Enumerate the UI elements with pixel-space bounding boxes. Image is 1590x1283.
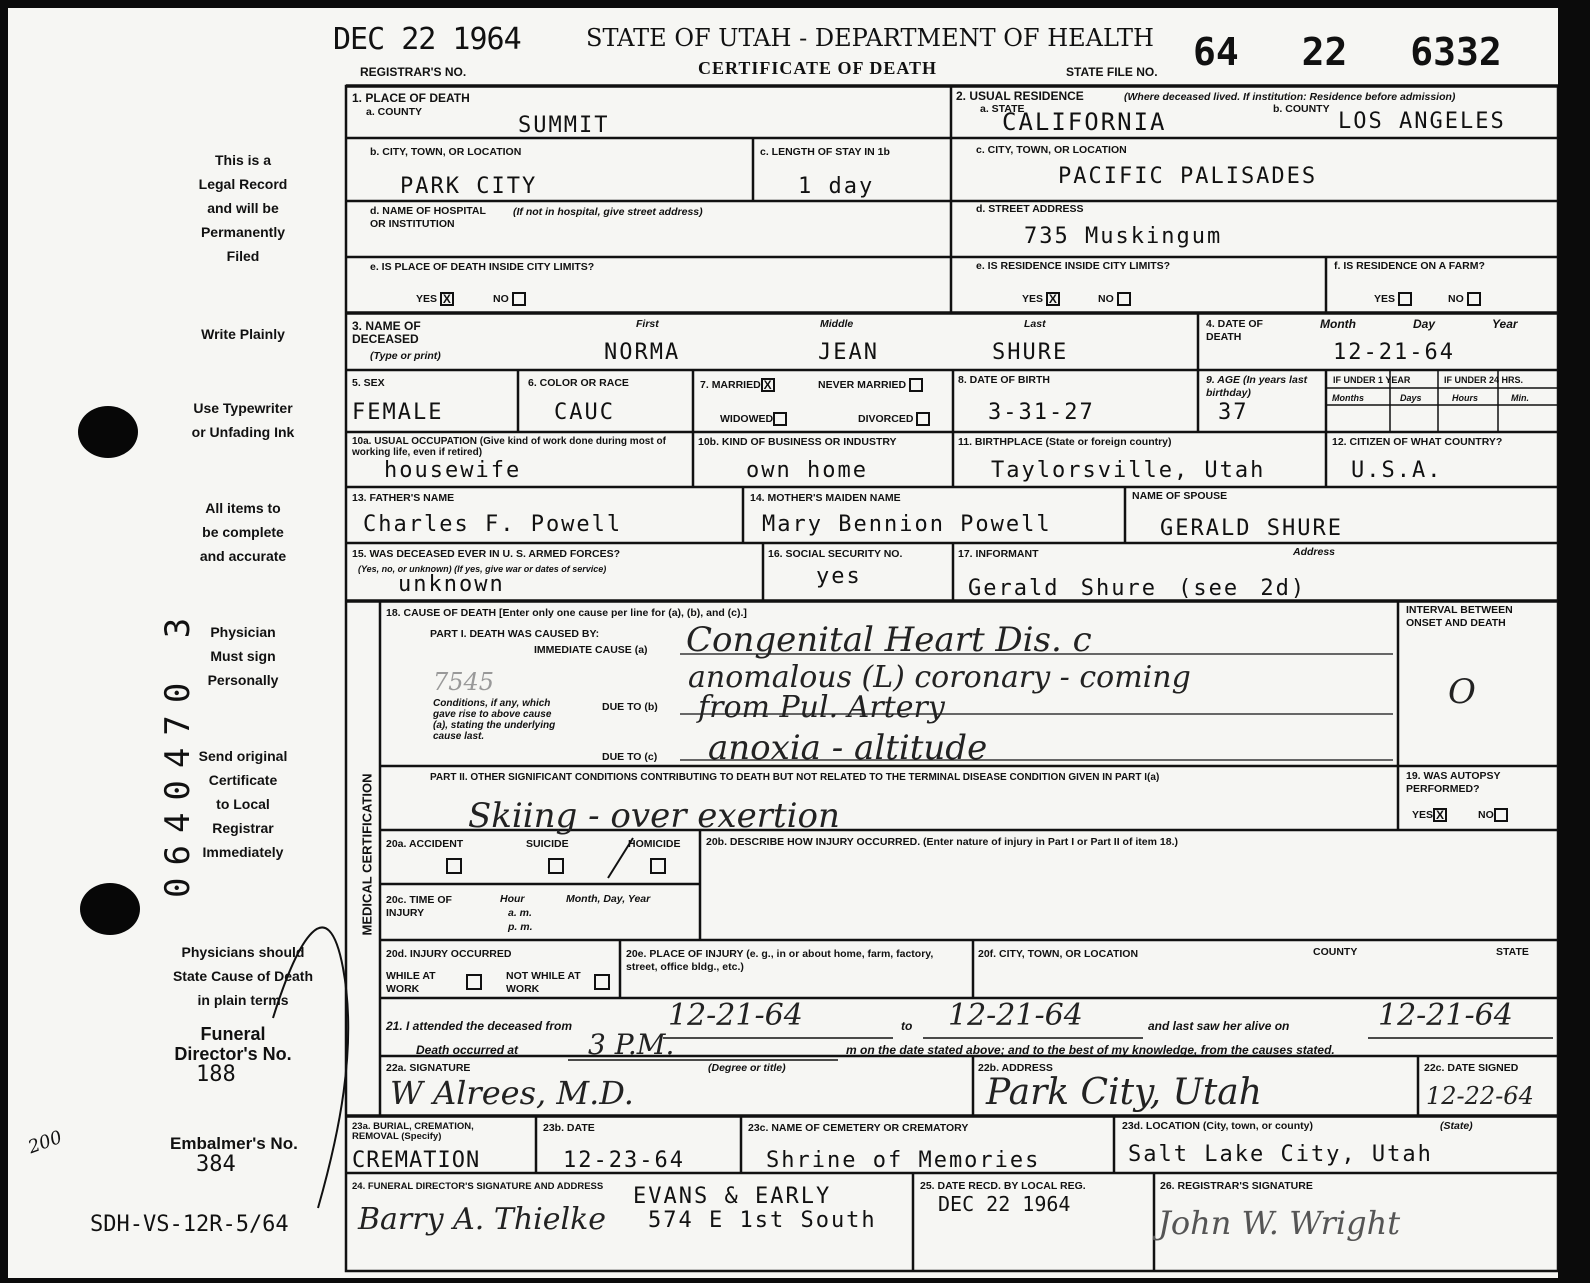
hand-occurred-at: 3 P.M. [588,1028,675,1061]
label-dob: 8. DATE OF BIRTH [958,374,1050,386]
embalmer-label: Embalmer's No. [170,1134,298,1153]
label-sex: 5. SEX [352,377,385,389]
label-date-23b: 23b. DATE [543,1122,595,1134]
value-mother: Mary Bennion Powell [762,512,1052,537]
label-conditions: Conditions, if any, which gave rise to above cause (a), stating the underlying cause last. [433,698,556,742]
label-accident: 20a. ACCIDENT [386,838,464,850]
sidebar-write-plainly: Write Plainly [201,326,285,342]
hand-part2: Skiing - over exertion [468,796,840,836]
label-state-23: (State) [1440,1120,1473,1132]
value-last: SHURE [992,340,1069,365]
hand-funeral-signature: Barry A. Thielke [358,1202,607,1237]
hand-attended-to: 12-21-64 [948,998,1083,1033]
label-race: 6. COLOR OR RACE [528,377,629,389]
sidebar-physician-sign: Physician Must sign Personally [207,624,279,688]
hand-signature: W Alrees, M.D. [390,1074,634,1112]
label-type-print: (Type or print) [370,350,441,362]
marital-never[interactable]: NEVER MARRIED [818,378,923,392]
hand-attended-from: 12-21-64 [668,998,803,1033]
place-inside-no-checkbox[interactable] [512,292,526,306]
hand-cause-a2: anomalous (L) coronary - coming [688,660,1191,695]
autopsy-no[interactable]: NO [1478,808,1508,822]
res-inside-yes[interactable]: YES X [1022,292,1060,306]
label-injury-city: 20f. CITY, TOWN, OR LOCATION [978,948,1139,960]
label-spouse: NAME OF SPOUSE [1132,490,1228,502]
hand-code: 7545 [433,668,495,696]
label-degree: (Degree or title) [708,1062,786,1074]
value-date-recd: DEC 22 1964 [938,1192,1071,1216]
label-citizen: 12. CITIZEN OF WHAT COUNTRY? [1332,436,1503,448]
widowed-checkbox[interactable] [773,412,787,426]
label-under-1yr: IF UNDER 1 YEAR [1333,375,1411,385]
label-am: a. m. [508,907,532,919]
form-agency: STATE OF UTAH - DEPARTMENT OF HEALTH [586,24,1154,52]
hand-last-saw: 12-21-64 [1378,998,1513,1033]
label-days: Days [1400,393,1422,403]
label-mdy: Month, Day, Year [566,893,651,905]
married-checkbox[interactable]: X [761,378,775,392]
label-suicide: SUICIDE [526,838,569,850]
farm-no[interactable]: NO [1448,292,1481,306]
farm-yes-checkbox[interactable] [1398,292,1412,306]
label-date-signed: 22c. DATE SIGNED [1424,1062,1519,1074]
label-time-injury: 20c. TIME OF INJURY [386,894,452,919]
value-city: PARK CITY [400,174,538,199]
label-due-c: DUE TO (c) [602,751,658,763]
label-place-of-death: 1. PLACE OF DEATH [352,91,470,105]
label-county-a: a. COUNTY [366,106,423,118]
label-registrar-sig: 26. REGISTRAR'S SIGNATURE [1160,1180,1313,1192]
label-middle: Middle [820,318,854,330]
label-county-b: b. COUNTY [1273,103,1330,115]
accident-checkbox[interactable] [446,858,462,874]
value-sex: FEMALE [352,400,444,425]
label-hours: Hours [1452,393,1479,403]
value-burial-date: 12-23-64 [563,1148,685,1173]
value-informant: Gerald Shure (see 2d) [968,576,1307,601]
hand-interval: O [1448,672,1476,712]
label-occupation: 10a. USUAL OCCUPATION (Give kind of work done during most of working life, even if retired) [352,436,666,458]
label-injury-county: COUNTY [1313,946,1358,958]
label-street-d: d. STREET ADDRESS [976,203,1084,215]
label-part1: PART I. DEATH WAS CAUSED BY: [430,628,600,640]
value-cemetery: Shrine of Memories [766,1148,1041,1173]
value-res-city: PACIFIC PALISADES [1058,164,1318,189]
embalmer-no: 384 [196,1152,236,1177]
label-date-death: 4. DATE OF DEATH [1206,318,1263,343]
label-inside-e: e. IS PLACE OF DEATH INSIDE CITY LIMITS? [370,261,595,273]
punch-hole-bottom [80,883,140,935]
hand-cause-b: from Pul. Artery [698,690,945,725]
label-part2: PART II. OTHER SIGNIFICANT CONDITIONS CONTRIBUTING TO DEATH BUT NOT RELATED TO THE TERMINAL DISEASE CONDITION GIVEN IN PART I(a) [430,772,1160,783]
label-birthplace: 11. BIRTHPLACE (State or foreign country) [958,436,1172,448]
label-informant: 17. INFORMANT [958,548,1039,560]
hand-cause-c: anoxia - altitude [708,728,988,768]
value-dob: 3-31-27 [988,400,1095,425]
label-cemetery: 23c. NAME OF CEMETERY OR CREMATORY [748,1122,969,1134]
value-res-state: CALIFORNIA [1002,108,1167,136]
value-middle: JEAN [818,340,879,365]
while-work-checkbox[interactable] [466,974,482,990]
form-code: SDH-VS-12R-5/64 [90,1212,289,1237]
marital-married[interactable]: 7. MARRIED X [700,378,775,392]
value-armed: unknown [398,572,505,597]
label-pm: p. m. [508,921,533,933]
label-funeral-director: 24. FUNERAL DIRECTOR'S SIGNATURE AND ADDRESS [352,1181,604,1192]
label-ssn: 16. SOCIAL SECURITY NO. [768,548,903,560]
autopsy-yes[interactable]: YES X [1412,808,1447,822]
label-address-22b: 22b. ADDRESS [978,1062,1053,1074]
place-inside-yes-checkbox[interactable]: X [440,292,454,306]
label-business: 10b. KIND OF BUSINESS OR INDUSTRY [698,436,897,448]
label-homicide: HOMICIDE [628,838,681,850]
label-medical-certification: MEDICAL CERTIFICATION [359,773,375,936]
value-race: CAUC [554,400,615,425]
label-farm-f: f. IS RESIDENCE ON A FARM? [1334,260,1485,272]
value-stay: 1 day [798,174,875,199]
certificate-sheet [8,8,1558,1278]
label-hospital-note: (If not in hospital, give street address) [513,206,703,218]
autopsy-no-checkbox[interactable] [1494,808,1508,822]
label-signature: 22a. SIGNATURE [386,1062,471,1074]
label-hour: Hour [500,893,525,905]
label-location-23d: 23d. LOCATION (City, town, or county) [1122,1120,1313,1132]
label-on-date: m on the date stated above; and to the best of my knowledge, from the causes stated. [846,1043,1335,1057]
divorced-checkbox[interactable] [916,412,930,426]
sidebar-typewriter: Use Typewriter or Unfading Ink [191,400,295,440]
registrar-date: DEC 22 1964 [333,22,521,57]
label-occurred-at: Death occurred at [416,1043,519,1057]
label-mother: 14. MOTHER'S MAIDEN NAME [750,492,901,504]
funeral-director-no: 188 [196,1062,236,1087]
margin-number: 200 [25,1126,65,1159]
label-year: Year [1492,317,1518,331]
serial-number: 0640470 3 [158,605,198,898]
state-file-no: 64 22 6332 [1193,30,1502,74]
label-stay-c: c. LENGTH OF STAY IN 1b [760,146,890,158]
registrar-no-label: REGISTRAR'S NO. [360,65,467,79]
value-county: SUMMIT [518,113,610,138]
suicide-checkbox[interactable] [548,858,564,874]
label-usual-residence-note: (Where deceased lived. If institution: Residence before admission) [1124,91,1456,103]
label-attended: 21. I attended the deceased from [386,1019,573,1033]
value-business: own home [746,458,868,483]
homicide-checkbox[interactable] [650,858,666,874]
place-inside-no[interactable]: NO [493,292,526,306]
funeral-director-label: Funeral Director's No. [174,1024,292,1064]
label-not-while-work: NOT WHILE AT WORK [506,970,581,995]
label-state-a: a. STATE [980,103,1025,115]
label-last-saw: and last saw her alive on [1148,1019,1290,1033]
sidebar-send-original: Send original Certificate to Local Registrar Immediately [198,748,288,860]
punch-hole-top [78,406,138,458]
label-while-work: WHILE AT WORK [386,970,436,995]
label-month: Month [1320,317,1356,331]
hand-cause-a: Congenital Heart Dis. c [686,620,1092,660]
sidebar-legal: This is a Legal Record and will be Permanently Filed [198,152,288,264]
value-occupation: housewife [384,458,522,483]
label-res-city-c: c. CITY, TOWN, OR LOCATION [976,144,1127,156]
marital-widowed[interactable]: WIDOWED [720,412,787,426]
farm-no-checkbox[interactable] [1467,292,1481,306]
hand-address: Park City, Utah [986,1072,1262,1113]
value-first: NORMA [604,340,681,365]
form-title: CERTIFICATE OF DEATH [698,58,938,78]
sidebar-complete: All items to be complete and accurate [199,500,287,564]
label-injury-occurred: 20d. INJURY OCCURRED [386,948,512,960]
hand-registrar-signature: John W. Wright [1158,1204,1401,1242]
label-due-b: DUE TO (b) [602,701,658,713]
label-injury-state: STATE [1496,946,1529,958]
label-autopsy: 19. WAS AUTOPSY PERFORMED? [1406,770,1501,795]
label-res-inside-e: e. IS RESIDENCE INSIDE CITY LIMITS? [976,260,1171,272]
label-burial: 23a. BURIAL, CREMATION, REMOVAL (Specify) [352,1121,474,1142]
value-spouse: GERALD SHURE [1160,516,1343,541]
hand-date-signed: 12-22-64 [1426,1082,1534,1110]
label-date-recd: 25. DATE RECD. BY LOCAL REG. [920,1180,1086,1192]
value-street: 735 Muskingum [1024,224,1223,249]
label-age: 9. AGE (In years last birthday) [1206,374,1308,399]
value-burial: CREMATION [352,1148,481,1173]
label-armed: 15. WAS DECEASED EVER IN U. S. ARMED FORCES? [352,548,620,560]
marital-divorced[interactable]: DIVORCED [858,412,930,426]
value-birthplace: Taylorsville, Utah [991,458,1266,483]
label-first: First [636,318,659,330]
label-name-deceased: 3. NAME OF DECEASED [352,319,421,346]
label-hospital-d: d. NAME OF HOSPITAL OR INSTITUTION [370,205,486,230]
res-inside-no[interactable]: NO [1098,292,1131,306]
value-funeral-home: EVANS & EARLY [633,1184,832,1209]
label-under-24: IF UNDER 24 HRS. [1444,375,1524,385]
not-while-work-checkbox[interactable] [594,974,610,990]
label-address: Address [1293,546,1336,558]
label-interval: INTERVAL BETWEEN ONSET AND DEATH [1406,604,1513,629]
label-city-b: b. CITY, TOWN, OR LOCATION [370,146,522,158]
res-inside-yes-checkbox[interactable]: X [1046,292,1060,306]
value-ssn: yes [816,564,862,589]
label-months: Months [1332,393,1364,403]
value-funeral-address: 574 E 1st South [648,1208,877,1233]
state-file-no-label: STATE FILE NO. [1066,65,1158,79]
label-last: Last [1024,318,1046,330]
label-usual-residence: 2. USUAL RESIDENCE [956,89,1084,103]
label-min: Min. [1511,393,1529,403]
label-describe: 20b. DESCRIBE HOW INJURY OCCURRED. (Enter nature of injury in Part I or Part II of item 18.) [706,836,1178,848]
autopsy-yes-checkbox[interactable]: X [1433,808,1447,822]
label-father: 13. FATHER'S NAME [352,492,455,504]
value-location: Salt Lake City, Utah [1128,1142,1433,1167]
value-citizen: U.S.A. [1351,458,1443,483]
label-armed-note: (Yes, no, or unknown) (If yes, give war or dates of service) [358,564,607,574]
sidebar-plain-terms: Physicians should State Cause of Death in plain terms [172,944,314,1008]
res-inside-no-checkbox[interactable] [1117,292,1131,306]
value-father: Charles F. Powell [363,512,623,537]
value-date-death: 12-21-64 [1333,340,1455,365]
farm-yes[interactable]: YES [1374,292,1412,306]
value-res-county: LOS ANGELES [1338,109,1506,134]
label-place-injury: 20e. PLACE OF INJURY (e. g., in or about home, farm, factory, street, office bldg., etc.) [626,948,934,973]
never-married-checkbox[interactable] [909,378,923,392]
value-age: 37 [1218,400,1249,425]
label-immediate: IMMEDIATE CAUSE (a) [534,644,648,656]
place-inside-yes[interactable]: YES X [416,292,454,306]
label-cause: 18. CAUSE OF DEATH [Enter only one cause per line for (a), (b), and (c).] [386,607,747,619]
label-day: Day [1413,317,1436,331]
label-to: to [901,1019,913,1033]
